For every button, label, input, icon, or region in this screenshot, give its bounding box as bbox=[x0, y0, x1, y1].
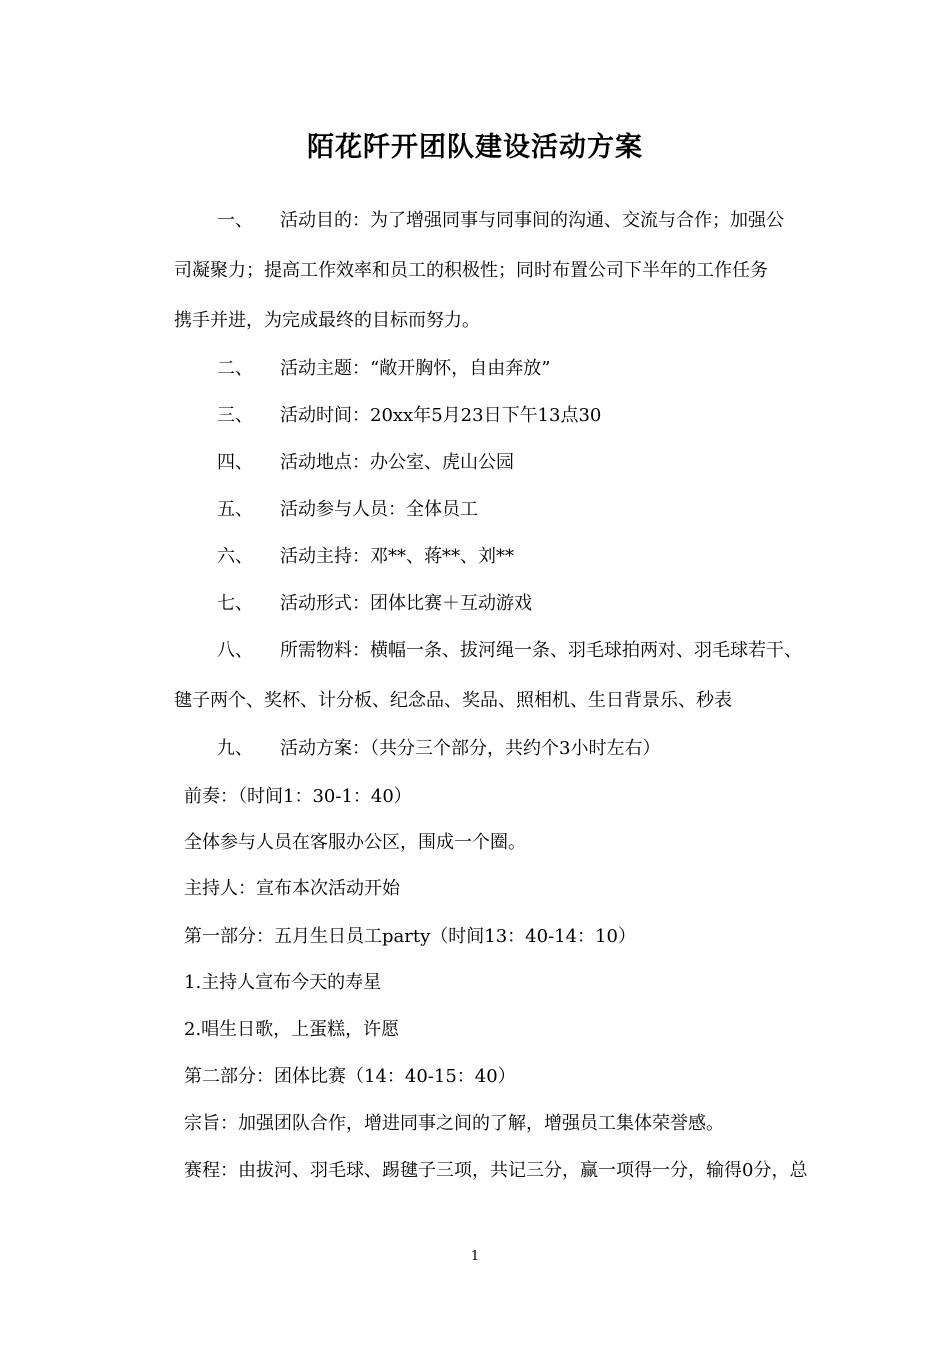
section-text: 活动主题：“敞开胸怀，自由奔放” bbox=[280, 358, 551, 379]
body-line: 全体参与人员在客服办公区，围成一个圈。 bbox=[184, 832, 526, 853]
section-number: 二、 bbox=[217, 358, 253, 379]
section-number: 五、 bbox=[217, 499, 253, 520]
body-line: 主持人：宣布本次活动开始 bbox=[184, 878, 400, 899]
section-number: 四、 bbox=[217, 452, 253, 473]
body-line: 2.唱生日歌，上蛋糕，许愿 bbox=[184, 1019, 400, 1040]
section-text: 毽子两个、奖杯、计分板、纪念品、奖品、照相机、生日背景乐、秒表 bbox=[174, 690, 732, 711]
section-text: 活动方案：（共分三个部分，共约个3小时左右） bbox=[280, 738, 661, 759]
section-text: 司凝聚力；提高工作效率和员工的积极性；同时布置公司下半年的工作任务 bbox=[174, 260, 768, 281]
section-number: 一、 bbox=[217, 210, 253, 231]
section-text: 携手并进，为完成最终的目标而努力。 bbox=[174, 310, 480, 331]
body-line: 前奏：（时间1：30-1：40） bbox=[184, 786, 412, 807]
body-line: 宗旨：加强团队合作，增进同事之间的了解，增强员工集体荣誉感。 bbox=[184, 1113, 724, 1134]
section-text: 所需物料：横幅一条、拔河绳一条、羽毛球拍两对、羽毛球若干、 bbox=[280, 640, 802, 661]
section-text: 活动形式：团体比赛＋互动游戏 bbox=[280, 593, 532, 614]
section-text: 活动时间：20xx年5月23日下午13点30 bbox=[280, 405, 602, 426]
section-number: 七、 bbox=[217, 593, 253, 614]
section-text: 活动参与人员：全体员工 bbox=[280, 499, 478, 520]
page-number: 1 bbox=[470, 1249, 480, 1264]
body-line: 赛程：由拔河、羽毛球、踢毽子三项，共记三分，赢一项得一分，输得0分，总 bbox=[184, 1160, 808, 1181]
section-number: 三、 bbox=[217, 405, 253, 426]
section-text: 活动地点：办公室、虎山公园 bbox=[280, 452, 514, 473]
section-number: 九、 bbox=[217, 738, 253, 759]
body-line: 1.主持人宣布今天的寿星 bbox=[184, 972, 382, 993]
document-title: 陌花阡开团队建设活动方案 bbox=[307, 132, 643, 163]
body-line: 第二部分：团体比赛（14：40-15：40） bbox=[184, 1066, 516, 1087]
section-number: 六、 bbox=[217, 546, 253, 567]
body-line: 第一部分：五月生日员工party（时间13：40-14：10） bbox=[184, 926, 636, 947]
section-number: 八、 bbox=[217, 640, 253, 661]
section-text: 活动目的：为了增强同事与同事间的沟通、交流与合作；加强公 bbox=[280, 210, 784, 231]
section-text: 活动主持：邓**、蒋**、刘** bbox=[280, 546, 514, 567]
